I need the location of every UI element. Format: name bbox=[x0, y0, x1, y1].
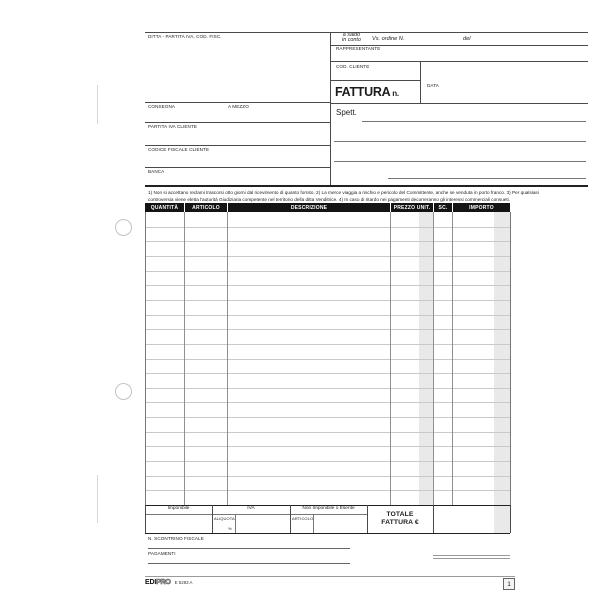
table-row-line bbox=[145, 417, 510, 418]
banca-top-line bbox=[145, 167, 330, 168]
fattura-euro-line bbox=[381, 519, 419, 527]
punch-hole-bottom bbox=[115, 383, 132, 400]
fattura-row-bottom-line bbox=[330, 103, 588, 104]
col-header-prezzo-unit: PREZZO UNIT. bbox=[390, 203, 433, 212]
spett-line-3 bbox=[334, 161, 586, 162]
punch-hole-top bbox=[115, 219, 132, 236]
summary-bottom-line bbox=[145, 533, 510, 534]
page-number-badge: 1 bbox=[503, 578, 515, 590]
fattura-number-label: n. bbox=[392, 89, 399, 98]
top-border-line bbox=[145, 32, 588, 33]
table-row-line bbox=[145, 432, 510, 433]
summary-labels-underline bbox=[145, 514, 367, 515]
footer-rule bbox=[145, 576, 515, 577]
col-line-prezzo-sc bbox=[433, 212, 434, 505]
spett-label: Spett. bbox=[336, 108, 357, 117]
right-double-line-bottom bbox=[433, 558, 510, 559]
table-row-line bbox=[145, 490, 510, 491]
codice-fiscale-top-line bbox=[145, 145, 330, 146]
pagamenti-label: PAGAMENTI bbox=[148, 551, 176, 556]
rappresentante-label: RAPPRESENTANTE bbox=[336, 46, 381, 51]
rappresentante-underline bbox=[330, 61, 588, 62]
col-header-sc: SC. bbox=[433, 203, 452, 212]
summary-div-totale-amount bbox=[433, 505, 434, 533]
table-body bbox=[145, 212, 510, 505]
percent-label: % bbox=[228, 526, 232, 531]
table-row-line bbox=[145, 227, 510, 228]
table-row-line bbox=[145, 315, 510, 316]
pagamenti-underline bbox=[148, 563, 350, 564]
partita-iva-top-line bbox=[145, 122, 330, 123]
col-header-articolo: ARTICOLO bbox=[184, 203, 227, 212]
table-row-line bbox=[145, 446, 510, 447]
table-row-line bbox=[145, 241, 510, 242]
scontrino-underline bbox=[148, 548, 350, 549]
a-mezzo-label: A MEZZO bbox=[228, 104, 249, 109]
totale-word: TOTALE bbox=[386, 510, 414, 518]
euro-symbol: € bbox=[414, 519, 419, 526]
col-line-quantita-articolo bbox=[184, 212, 185, 505]
table-row-line bbox=[145, 461, 510, 462]
iva-label: IVA bbox=[247, 506, 255, 511]
vs-ordine-label: Vs. ordine N. bbox=[372, 35, 405, 42]
consegna-label: CONSEGNA bbox=[148, 104, 176, 109]
brand-logo bbox=[145, 579, 192, 586]
ditta-label: DITTA - PARTITA IVA, COD. FISC. bbox=[148, 34, 222, 39]
table-row-line bbox=[145, 359, 510, 360]
table-row-line bbox=[145, 300, 510, 301]
table-row-line bbox=[145, 388, 510, 389]
totale-fattura-label bbox=[367, 505, 433, 533]
header-vertical-divider bbox=[330, 32, 331, 186]
col-line-sc-importo bbox=[452, 212, 453, 505]
brand-pro: PRO bbox=[156, 579, 171, 586]
spett-line-1 bbox=[362, 121, 586, 122]
banca-label: BANCA bbox=[148, 169, 165, 174]
terms-line-1: 1) Non si accettano reclami trascorsi otto giorni dal ricevimento di quanto fornito. 2) La merce viaggia a rischio e pericolo del Committente, anche se venduta in porto franco. 3) Per qualsiasi bbox=[148, 189, 539, 195]
spett-line-2 bbox=[334, 141, 586, 142]
in-conto-label: in conto bbox=[342, 36, 361, 43]
table-right-border bbox=[510, 212, 511, 505]
imponibile-label: Imponibile bbox=[167, 506, 190, 511]
col-line-descrizione-prezzo bbox=[390, 212, 391, 505]
cod-cliente-underline bbox=[330, 80, 420, 81]
table-left-border bbox=[145, 212, 146, 505]
totale-decimal-strip bbox=[494, 505, 510, 533]
data-box-divider bbox=[420, 61, 421, 103]
aliquota-label: ALIQUOTA bbox=[214, 515, 235, 521]
margin-perforation-mark-top bbox=[97, 85, 98, 124]
aliquota-box-divider bbox=[235, 514, 236, 533]
del-label: del bbox=[463, 35, 471, 42]
fattura-word: FATTURA bbox=[335, 85, 391, 99]
consegna-top-line bbox=[145, 102, 330, 103]
partita-iva-cliente-label: PARTITA IVA CLIENTE bbox=[148, 124, 198, 129]
col-line-articolo-descrizione bbox=[227, 212, 228, 505]
col-header-quantita: QUANTITÀ bbox=[150, 204, 179, 211]
spett-line-4 bbox=[388, 178, 586, 179]
table-row-line bbox=[145, 329, 510, 330]
table-row-line bbox=[145, 344, 510, 345]
table-row-line bbox=[145, 402, 510, 403]
form-model-number: E 5283 A bbox=[174, 580, 193, 585]
terms-line-2: controversia viene eletta l'autorità Giudiziaria competente nel territorio della ditta Venditrice. 4) In caso di ritardo nei pagamenti decorreranno gli interessi commerciali consueti. bbox=[148, 196, 511, 202]
fattura-title bbox=[335, 86, 399, 99]
col-header-descrizione: DESCRIZIONE bbox=[227, 203, 390, 212]
margin-perforation-mark-bottom bbox=[97, 475, 98, 523]
col-header-importo: IMPORTO bbox=[452, 203, 510, 212]
brand-edi: EDI bbox=[145, 579, 157, 586]
table-row-line bbox=[145, 285, 510, 286]
scontrino-fiscale-label: N. SCONTRINO FISCALE bbox=[148, 536, 204, 541]
table-row-line bbox=[145, 476, 510, 477]
articolo-sub-label: ARTICOLO bbox=[292, 515, 314, 521]
table-row-line bbox=[145, 271, 510, 272]
data-label: DATA bbox=[427, 83, 439, 88]
a-saldo-in-conto-field bbox=[337, 33, 366, 44]
terms-separator-line bbox=[145, 185, 588, 187]
cod-cliente-label: COD. CLIENTE bbox=[336, 64, 370, 69]
fattura-word-2: FATTURA bbox=[381, 519, 413, 526]
codice-fiscale-cliente-label: CODICE FISCALE CLIENTE bbox=[148, 147, 210, 152]
non-imponibile-label: Non Imponibile o Esente bbox=[302, 506, 355, 511]
a-saldo-label: a saldo bbox=[342, 31, 361, 38]
items-table-header bbox=[145, 203, 510, 212]
summary-right-border bbox=[510, 505, 511, 533]
table-row-line bbox=[145, 373, 510, 374]
table-row-line bbox=[145, 256, 510, 257]
right-double-line-top bbox=[433, 555, 510, 556]
